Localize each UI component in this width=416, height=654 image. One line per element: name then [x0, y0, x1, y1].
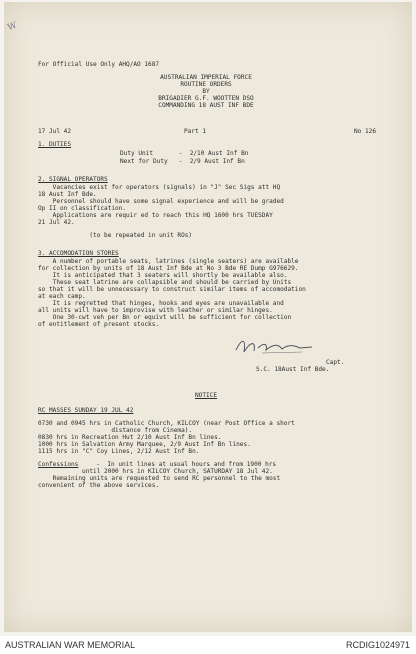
corner-mark: W: [6, 20, 19, 34]
notice-line: 1000 hrs in Salvation Army Marquee, 2/9 Aust Inf Bn lines.: [38, 441, 251, 448]
stores-line: One 30-cwt veh per Bn or equivt will be sufficient for collection: [38, 314, 292, 321]
stores-line: all units will have to improvise with leather or similar hinges.: [38, 307, 273, 314]
title-line-1: AUSTRALIAN IMPERIAL FORCE: [160, 74, 252, 81]
order-number: No 126: [354, 128, 377, 135]
signal-line: (to be repeated in unit ROs): [38, 232, 193, 239]
confessions-label: Confessions: [38, 461, 79, 468]
notice-line: distance from Cinema).: [38, 427, 193, 434]
notice-title: NOTICE: [194, 392, 217, 399]
signal-line: 18 Aust Inf Bde.: [38, 191, 97, 198]
footer-source: AUSTRALIAN WAR MEMORIAL: [5, 640, 136, 650]
title-line-3: BY: [202, 88, 210, 95]
notice-line: 0730 and 0945 hrs in Catholic Church, KILCOY (near Post Office a short: [38, 420, 295, 427]
stores-line: so that it will be unnecessary to construct similar items of accomodation: [38, 286, 306, 293]
signal-line: Op II on classification.: [38, 205, 127, 212]
section-signal-heading: 2. SIGNAL OPERATORS: [38, 176, 108, 183]
signal-line: 21 Jul 42.: [38, 219, 75, 226]
document-page: [4, 2, 412, 632]
stores-line: It is anticipated that 3 seaters will shortly be available also.: [38, 272, 288, 279]
restriction-line: For Official Use Only AHQ/AO 1687: [38, 61, 160, 68]
stores-line: of entitlement of present stocks.: [38, 321, 160, 328]
handwritten-signature: [232, 336, 322, 358]
signal-line: Vacancies exist for operators (signals) in "J" Sec Sigs att HQ: [38, 184, 281, 191]
title-line-4: BRIGADIER G.F. WOOTTEN DSO: [158, 95, 254, 102]
stores-line: at each camp.: [38, 293, 86, 300]
title-line-5: COMMANDING 18 AUST INF BDE: [158, 102, 254, 109]
title-line-2: ROUTINE ORDERS: [180, 81, 232, 88]
order-date: 17 Jul 42: [38, 128, 72, 135]
notice-heading: RC MASSES SUNDAY 19 JUL 42: [38, 407, 134, 414]
section-stores-heading: 3. ACCOMODATION STORES: [38, 250, 119, 257]
confessions-line: convenient of the above services.: [38, 482, 160, 489]
signal-line: Personnel should have some signal experience and will be graded: [38, 198, 284, 205]
duties-line: Duty Unit - 2/10 Aust Inf Bn: [120, 150, 249, 157]
duties-line: Next for Duty - 2/9 Aust Inf Bn: [120, 158, 245, 165]
signature-appointment: S.C. 18Aust Inf Bde.: [256, 366, 330, 373]
signature-rank: Capt.: [326, 359, 345, 366]
confessions-line: until 2000 hrs in KILCOY Church, SATURDAY 18 Jul 42.: [38, 468, 273, 475]
confessions-line: Remaining units are requested to send RC personnel to the most: [38, 475, 281, 482]
notice-line: 0830 hrs in Recreation Hut 2/10 Aust Inf Bn lines.: [38, 434, 222, 441]
stores-line: These seat latrine are collapsible and should be carried by Units: [38, 279, 292, 286]
stores-line: It is regretted that hinges, hooks and eyes are unavailable and: [38, 300, 284, 307]
signal-line: Applications are requir ed to reach this HQ 1600 hrs TUESDAY: [38, 212, 273, 219]
confessions-line: - In unit lines at usual hours and from 1900 hrs: [89, 461, 277, 468]
archive-footer: [0, 636, 416, 654]
order-part: Part 1: [184, 128, 207, 135]
footer-id: RCDIG1024971: [345, 640, 410, 650]
stores-line: A number of portable seats, latrines (single seaters) are available: [38, 258, 299, 265]
section-duties-heading: 1. DUTIES: [38, 141, 72, 148]
stores-line: for collection by units of 18 Aust Inf Bde at No 3 Bde RE Dump G976629.: [38, 265, 299, 272]
notice-line: 1115 hrs in "C" Coy Lines, 2/12 Aust Inf Bn.: [38, 448, 200, 455]
